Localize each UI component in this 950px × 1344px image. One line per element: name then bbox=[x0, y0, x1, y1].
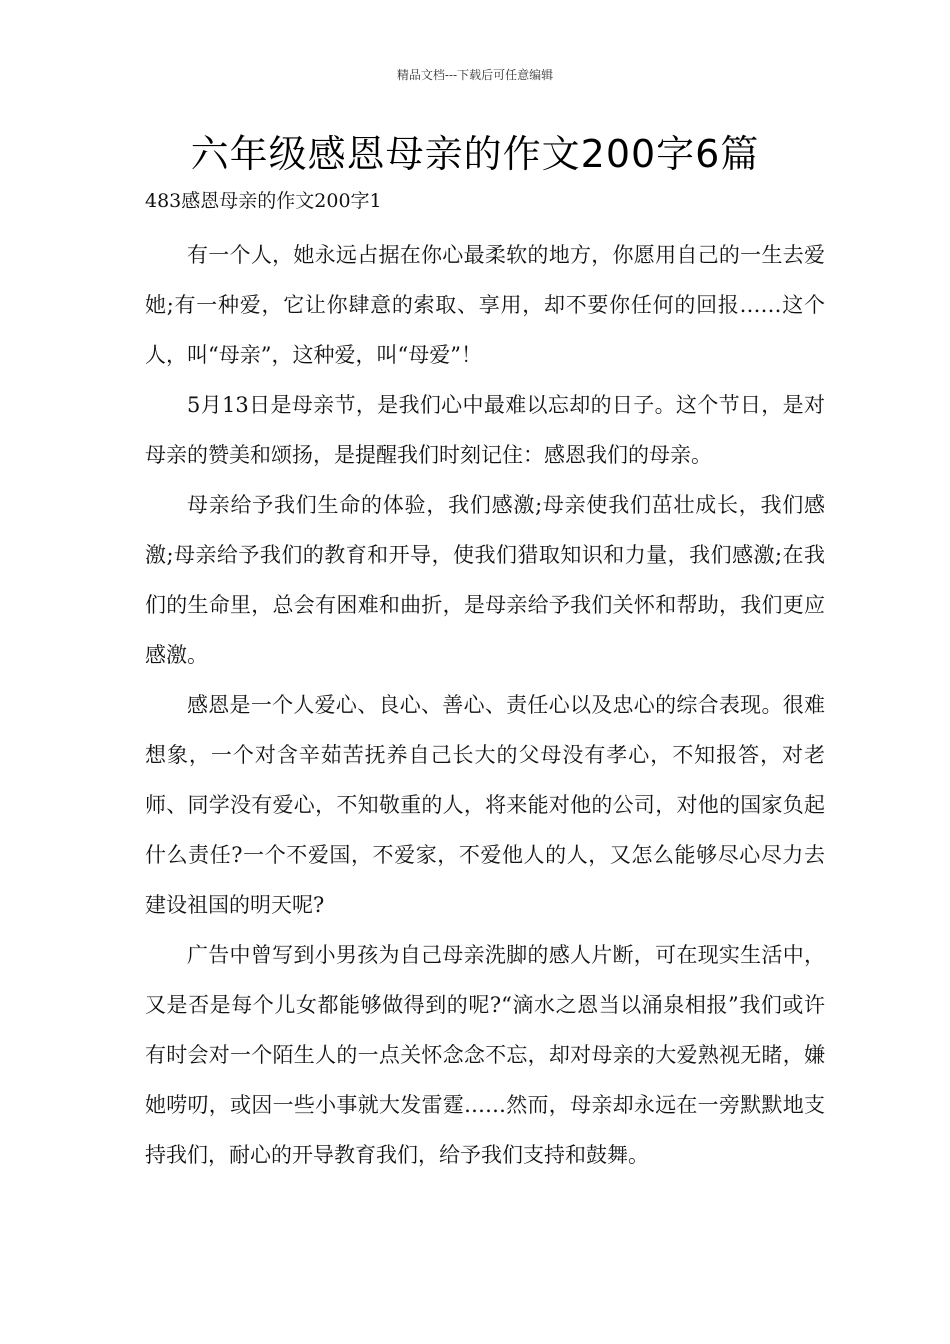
paragraph-1: 有一个人，她永远占据在你心最柔软的地方，你愿用自己的一生去爱她;有一种爱，它让你肆意的索取、享用，却不要你任何的回报……这个人，叫“母亲”，这种爱，叫“母爱”！ bbox=[145, 243, 825, 367]
paragraph-4: 感恩是一个人爱心、良心、善心、责任心以及忠心的综合表现。很难想象，一个对含辛茹苦抚养自己长大的父母没有孝心，不知报答，对老师、同学没有爱心，不知敬重的人，将来能对他的公司，对他的国家负起什么责任?一个不爱国，不爱家，不爱他人的人，又怎么能够尽心尽力去建设祖国的明天呢? bbox=[145, 693, 825, 917]
paragraph-5: 广告中曾写到小男孩为自己母亲洗脚的感人片断，可在现实生活中，又是否是每个儿女都能够做得到的呢?“滴水之恩当以涌泉相报”我们或许有时会对一个陌生人的一点关怀念念不忘，却对母亲的大爱熟视无睹，嫌她唠叨，或因一些小事就大发雷霆……然而，母亲却永远在一旁默默地支持我们，耐心的开导教育我们，给予我们支持和鼓舞。 bbox=[145, 943, 825, 1167]
section-subtitle: 483感恩母亲的作文200字1 bbox=[145, 190, 382, 212]
document-body bbox=[145, 230, 825, 1180]
document-title: 六年级感恩母亲的作文200字6篇 bbox=[190, 132, 760, 176]
paragraph-3: 母亲给予我们生命的体验，我们感激;母亲使我们茁壮成长，我们感激;母亲给予我们的教育和开导，使我们猎取知识和力量，我们感激;在我们的生命里，总会有困难和曲折，是母亲给予我们关怀和帮助，我们更应感激。 bbox=[145, 493, 825, 667]
header-note: 精品文档---下载后可任意编辑 bbox=[396, 68, 554, 82]
paragraph-2: 5月13日是母亲节，是我们心中最难以忘却的日子。这个节日，是对母亲的赞美和颂扬，是提醒我们时刻记住：感恩我们的母亲。 bbox=[145, 393, 825, 467]
